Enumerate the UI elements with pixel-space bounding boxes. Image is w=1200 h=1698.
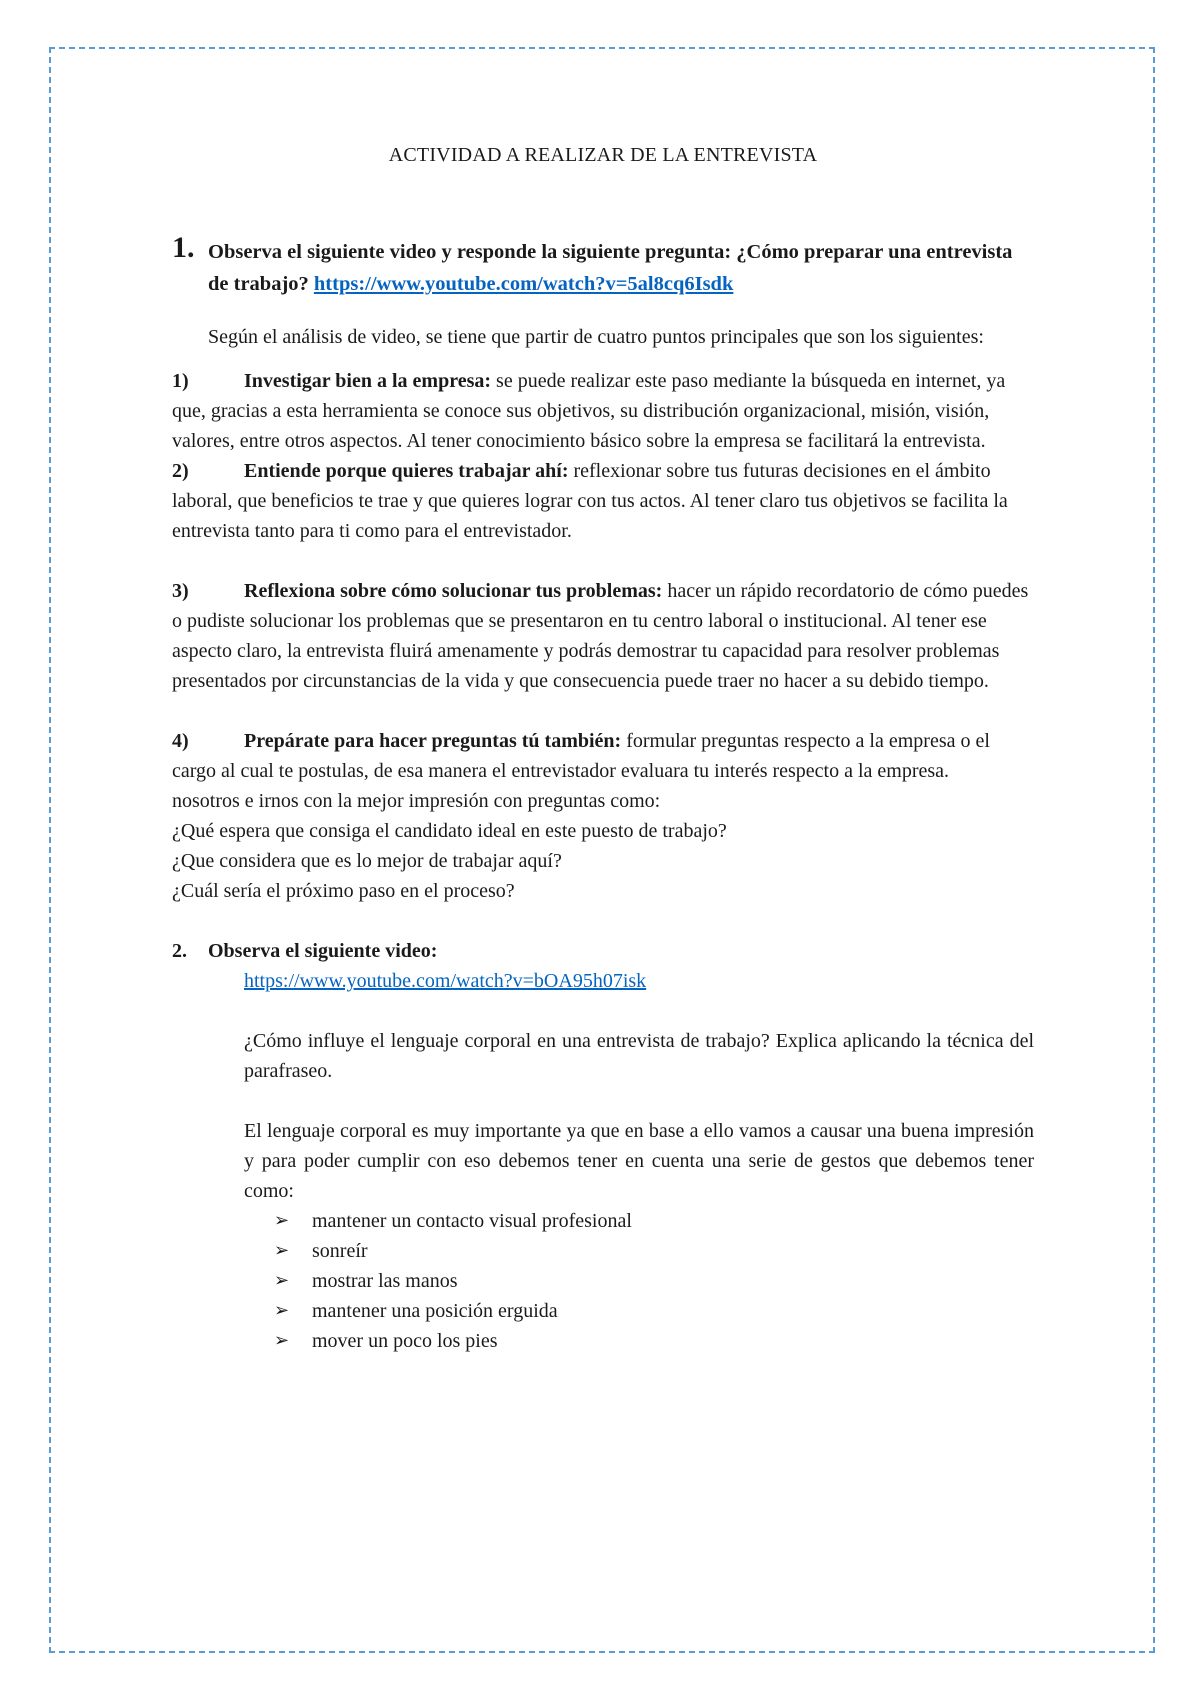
question-1 — [172, 231, 1034, 300]
extra-line: ¿Cuál sería el próximo paso en el proceso? — [172, 880, 515, 902]
spacer — [172, 906, 1034, 936]
document-body — [172, 140, 1034, 1356]
list-item: ➢ sonreír — [274, 1236, 1034, 1266]
page-title: ACTIVIDAD A REALIZAR DE LA ENTREVISTA — [388, 144, 818, 166]
item-lead: Investigar bien a la empresa: — [244, 370, 492, 392]
question-1-number: 1. — [172, 231, 195, 264]
list-item — [172, 726, 1034, 786]
question-1-text: Observa el siguiente video y responde la siguiente pregunta: ¿Cómo preparar una entrevista de trabajo? — [208, 241, 1013, 295]
gesture-list — [244, 1206, 1034, 1356]
arrowhead-bullet-icon: ➢ — [274, 1270, 290, 1291]
question-2-body — [172, 966, 1034, 1356]
question-2-answer: El lenguaje corporal es muy importante ya que en base a ello vamos a causar una buena impresión y para poder cumplir con eso debemos tener en cuenta una serie de gestos que debemos tener como: — [244, 1120, 1034, 1202]
question-2-prompt: ¿Cómo influye el lenguaje corporal en una entrevista de trabajo? Explica aplicando la técnica del parafraseo. — [244, 1030, 1034, 1082]
question-2 — [172, 936, 1034, 966]
question-2-text: Observa el siguiente video: — [208, 940, 438, 962]
list-item: ➢ mostrar las manos — [274, 1266, 1034, 1296]
list-item: ➢ mover un poco los pies — [274, 1326, 1034, 1356]
list-item: ➢ mantener una posición erguida — [274, 1296, 1034, 1326]
list-item — [172, 456, 1034, 546]
list-item — [172, 576, 1034, 696]
item-lead: Prepárate para hacer preguntas tú también: — [244, 730, 622, 752]
arrowhead-bullet-icon: ➢ — [274, 1300, 290, 1321]
item-lead: Reflexiona sobre cómo solucionar tus problemas: — [244, 580, 663, 602]
arrowhead-bullet-icon: ➢ — [274, 1330, 290, 1351]
extra-line: nosotros e irnos con la mejor impresión con preguntas como: — [172, 790, 661, 812]
arrowhead-bullet-icon: ➢ — [274, 1210, 290, 1231]
item-marker: 4) — [172, 730, 189, 752]
item-text: reflexionar sobre tus futuras decisiones en el ámbito laboral, que beneficios te trae y que quieres lograr con tus actos. Al tener claro tus objetivos se facilita la entrevista tanto para ti como para el entrevistador. — [172, 460, 1008, 542]
list-item: ➢ mantener un contacto visual profesional — [274, 1206, 1034, 1236]
question-2-number: 2. — [172, 940, 187, 962]
item-marker: 3) — [172, 580, 189, 602]
question-1-video-link[interactable]: https://www.youtube.com/watch?v=5al8cq6Isdk — [313, 273, 734, 295]
item-marker: 1) — [172, 370, 189, 392]
item-text: formular preguntas respecto a la empresa o el cargo al cual te postulas, de esa manera el entrevistador evaluara tu interés respecto a la empresa. — [172, 730, 990, 782]
arrowhead-bullet-icon: ➢ — [274, 1240, 290, 1261]
question-1-intro: Según el análisis de video, se tiene que partir de cuatro puntos principales que son los siguientes: — [208, 326, 984, 348]
extra-line: ¿Que considera que es lo mejor de trabajar aquí? — [172, 850, 562, 872]
list-item — [172, 366, 1034, 456]
item-text: se puede realizar este paso mediante la búsqueda en internet, ya que, gracias a esta herramienta se conoce sus objetivos, su distribución organizacional, misión, visión, valores, entre otros aspectos. Al tener conocimiento básico sobre la empresa se facilitará la entrevista. — [172, 370, 1006, 452]
item-marker: 2) — [172, 460, 189, 482]
item-lead: Entiende porque quieres trabajar ahí: — [244, 460, 569, 482]
question-2-video-link[interactable]: https://www.youtube.com/watch?v=bOA95h07isk — [244, 970, 647, 992]
item-text: hacer un rápido recordatorio de cómo puedes o pudiste solucionar los problemas que se presentaron en tu centro laboral o institucional. Al tener ese aspecto claro, la entrevista fluirá amenamente y podrás demostrar tu capacidad para resolver problemas presentados por circunstancias de la vida y que consecuencia puede traer no hacer a su debido tiempo. — [172, 580, 1029, 692]
extra-line: ¿Qué espera que consiga el candidato ideal en este puesto de trabajo? — [172, 820, 727, 842]
